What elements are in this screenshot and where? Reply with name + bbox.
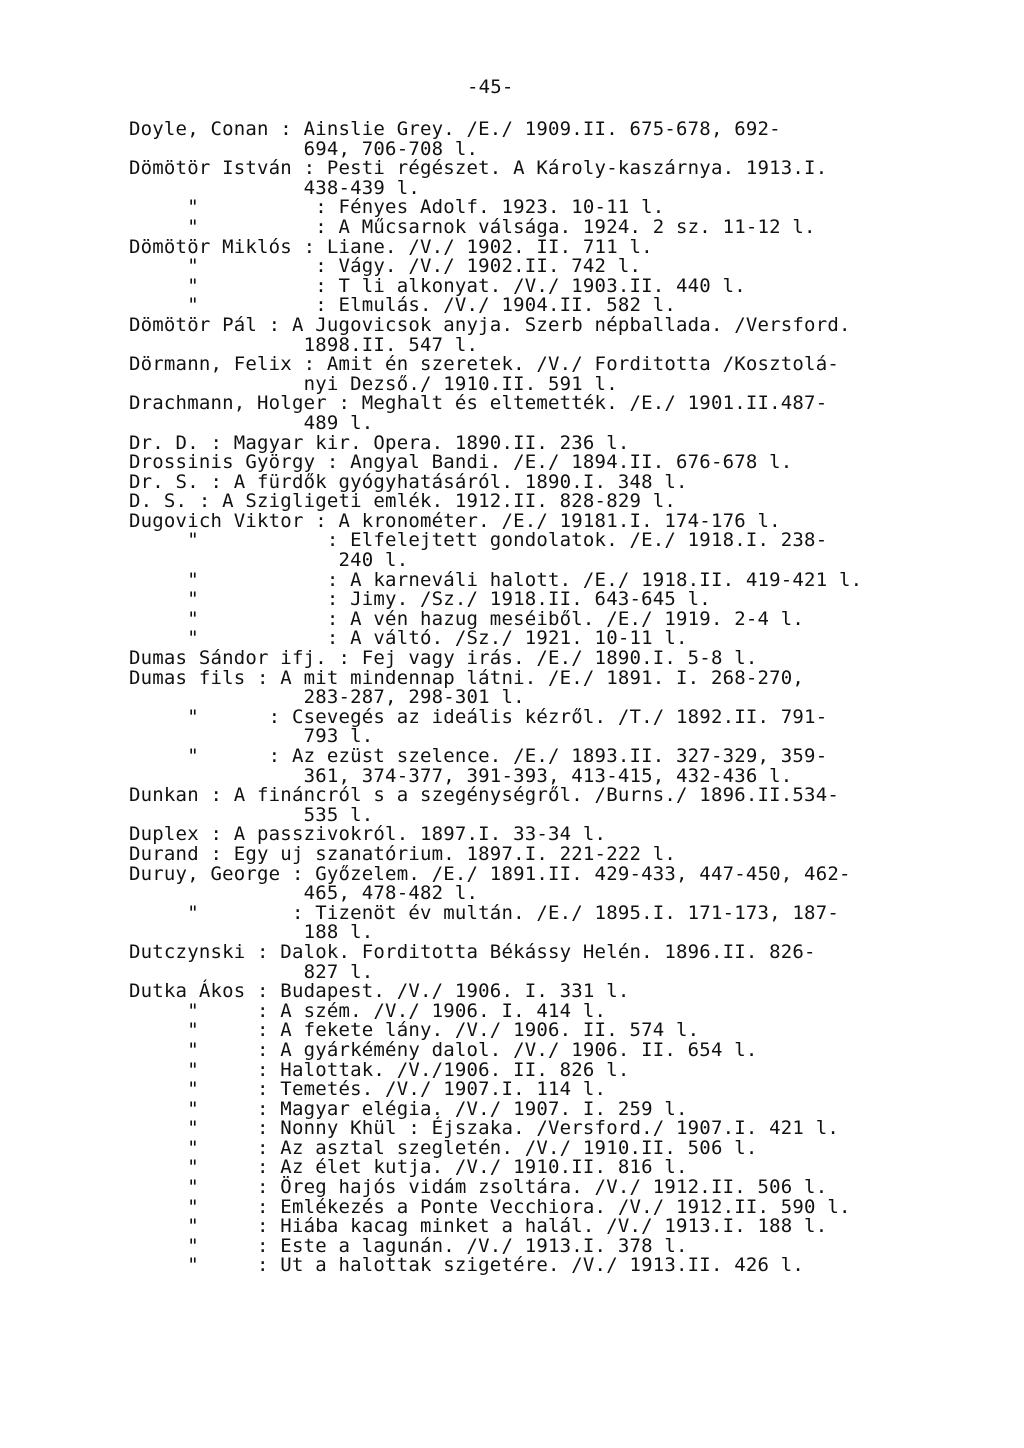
entry-line: " : A fekete lány. /V./ 1906. II. 574 l.	[129, 1019, 700, 1042]
entry-line: " : A Műcsarnok válsága. 1924. 2 sz. 11-12 l.	[129, 215, 816, 238]
entry-line: Dumas Sándor ifj. : Fej vagy irás. /E./ 1890.I. 5-8 l.	[129, 647, 758, 670]
entry-line: D. S. : A Szigligeti emlék. 1912.II. 828-829 l.	[129, 490, 677, 513]
entry-line: Duplex : A passzivokról. 1897.I. 33-34 l.	[129, 823, 607, 846]
entry-line: " : Halottak. /V./1906. II. 826 l.	[129, 1058, 630, 1081]
entry-line: " : A karneváli halott. /E./ 1918.II. 419-421 l.	[129, 568, 863, 591]
entry-line: Dömötör Miklós : Liane. /V./ 1902. II. 711 l.	[129, 235, 653, 258]
entry-line: Dutczynski : Dalok. Forditotta Békássy Helén. 1896.II. 826-	[129, 940, 816, 963]
entry-line: " : Az élet kutja. /V./ 1910.II. 816 l.	[129, 1156, 688, 1179]
index-entries	[129, 120, 989, 1276]
entry-line: 361, 374-377, 391-393, 413-415, 432-436 l.	[129, 764, 793, 787]
entry-line: " : Nonny Khül : Éjszaka. /Versford./ 1907.I. 421 l.	[129, 1117, 839, 1140]
entry-line: 188 l.	[129, 921, 374, 944]
entry-line: " : Öreg hajós vidám zsoltára. /V./ 1912.II. 506 l.	[129, 1176, 828, 1199]
entry-line: " : Elmulás. /V./ 1904.II. 582 l.	[129, 294, 677, 317]
entry-line: Duruy, George : Győzelem. /E./ 1891.II. 429-433, 447-450, 462-	[129, 862, 851, 885]
entry-line: Dömötör Pál : A Jugovicsok anyja. Szerb népballada. /Versford.	[129, 313, 851, 336]
entry-line: Dutka Ákos : Budapest. /V./ 1906. I. 331 l.	[129, 980, 630, 1003]
page-number: -45-	[467, 76, 514, 98]
entry-line: Doyle, Conan : Ainslie Grey. /E./ 1909.II. 675-678, 692-	[129, 118, 781, 140]
entry-line: 438-439 l.	[129, 176, 420, 199]
entry-line: " : T li alkonyat. /V./ 1903.II. 440 l.	[129, 274, 746, 297]
entry-line: 283-287, 298-301 l.	[129, 686, 525, 709]
entry-line: " : Ut a halottak szigetére. /V./ 1913.II. 426 l.	[129, 1254, 805, 1277]
entry-line: " : Emlékezés a Ponte Vecchiora. /V./ 1912.II. 590 l.	[129, 1195, 851, 1218]
entry-line: 465, 478-482 l.	[129, 882, 479, 905]
entry-line: " : A váltó. /Sz./ 1921. 10-11 l.	[129, 627, 688, 650]
entry-line: Dömötör István : Pesti régészet. A Károly-kaszárnya. 1913.I.	[129, 157, 828, 180]
entry-line: " : Temetés. /V./ 1907.I. 114 l.	[129, 1078, 607, 1101]
entry-line: Durand : Egy uj szanatórium. 1897.I. 221-222 l.	[129, 842, 677, 865]
entry-line: 535 l.	[129, 803, 374, 826]
entry-line: " : A vén hazug meséiből. /E./ 1919. 2-4 l.	[129, 607, 805, 630]
entry-line: " : Csevegés az ideális kézről. /T./ 1892.II. 791-	[129, 705, 828, 728]
entry-line: " : Vágy. /V./ 1902.II. 742 l.	[129, 255, 642, 278]
entry-line: Drachmann, Holger : Meghalt és eltemették. /E./ 1901.II.487-	[129, 392, 828, 415]
entry-line: " : A szém. /V./ 1906. I. 414 l.	[129, 999, 607, 1022]
entry-line: Dörmann, Felix : Amit én szeretek. /V./ Forditotta /Kosztolá-	[129, 353, 839, 376]
entry-line: Dr. D. : Magyar kir. Opera. 1890.II. 236 l.	[129, 431, 630, 454]
entry-line: 827 l.	[129, 960, 374, 983]
entry-line: " : A gyárkémény dalol. /V./ 1906. II. 654 l.	[129, 1038, 758, 1061]
entry-line: " : Tizenöt év multán. /E./ 1895.I. 171-173, 187-	[129, 901, 839, 924]
entry-line: " : Az ezüst szelence. /E./ 1893.II. 327-329, 359-	[129, 745, 828, 767]
entry-line: " : Az asztal szegletén. /V./ 1910.II. 506 l.	[129, 1136, 758, 1159]
entry-line: 489 l.	[129, 411, 374, 434]
entry-line: " : Fényes Adolf. 1923. 10-11 l.	[129, 196, 665, 219]
entry-line: Dugovich Viktor : A kronométer. /E./ 19181.I. 174-176 l.	[129, 509, 781, 532]
entry-line: Drossinis György : Angyal Bandi. /E./ 1894.II. 676-678 l.	[129, 451, 793, 474]
entry-line: 240 l.	[129, 549, 409, 572]
entry-line: " : Elfelejtett gondolatok. /E./ 1918.I. 238-	[129, 529, 828, 552]
entry-line: " : Magyar elégia. /V./ 1907. I. 259 l.	[129, 1097, 688, 1120]
entry-line: Dr. S. : A fürdők gyógyhatásáról. 1890.I. 348 l.	[129, 470, 688, 493]
entry-line: Dumas fils : A mit mindennap látni. /E./ 1891. I. 268-270,	[129, 666, 805, 689]
entry-line: " : Hiába kacag minket a halál. /V./ 1913.I. 188 l.	[129, 1215, 828, 1238]
entry-line: " : Jimy. /Sz./ 1918.II. 643-645 l.	[129, 588, 711, 611]
entry-line: Dunkan : A fináncról s a szegénységről. /Burns./ 1896.II.534-	[129, 784, 839, 807]
entry-line: nyi Dezső./ 1910.II. 591 l.	[129, 372, 618, 395]
entry-line: " : Este a lagunán. /V./ 1913.I. 378 l.	[129, 1234, 688, 1257]
entry-line: 694, 706-708 l.	[129, 137, 479, 160]
entry-line: 1898.II. 547 l.	[129, 333, 479, 356]
entry-line: 793 l.	[129, 725, 374, 748]
